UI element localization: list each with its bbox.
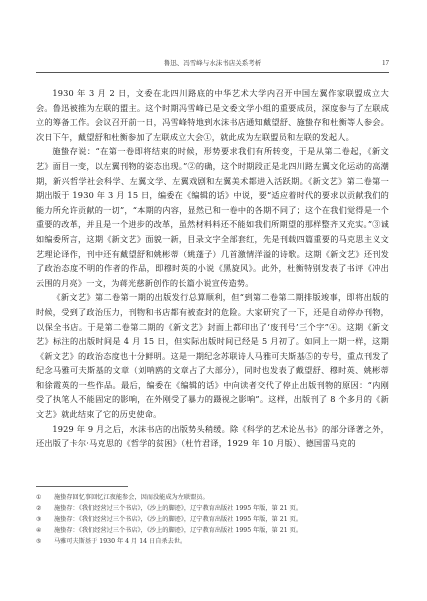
footnote-text: 施蛰存回忆事回忆江夜能参会，因而没能成为左联盟员。	[54, 494, 209, 501]
footnote-mark: ⑤	[36, 538, 42, 545]
footnote	[36, 514, 389, 525]
running-title: 鲁迅、冯雪峰与水沫书店关系考析	[163, 59, 262, 67]
footnote-text: 施蛰存：《我们经营过三个书店》，《沙上的脚迹》，辽宁教育出版社 1995 年版，第 21 页。	[54, 505, 303, 512]
paragraph: 1929 年 9 月之后，水沫书店的出版势头稍缓。除《科学的艺术论丛书》的部分译著之外，还出版了卡尔·马克思的《哲学的贫困》（杜竹君译，1929 年 10 月版）、德国雷马克的	[36, 423, 389, 449]
paragraph: 1930 年 3 月 2 日，文委在北四川路底的中华艺术大学内召开中国左翼作家联盟成立大会。鲁迅被推为左联的盟主。这个时期冯雪峰已是文委文学小组的重要成员，深度参与了左联成立的筹备工作。会议召开前一日，冯雪峰特地到水沫书店通知戴望舒、施蛰存和杜衡等人参会。次日下午，戴望舒和杜衡参加了左联成立大会①，就此成为左联盟员和左联的发起人。	[36, 88, 389, 142]
footnote-mark: ③	[36, 516, 42, 523]
paragraph: 《新文艺》第二卷第一期的出版发行总算顺利，但“到第二卷第二期排版竣事，即将出版的时候，受到了政治压力，刊物和书店都有被查封的危险。大家研究了一下，还是自动停办刊物，以保全书店。于是第二卷第二期的《新文艺》封面上都印出了‘废刊号’三个字”④。这期《新文艺》标注的出版时间是 4 月 15 日，但实际出版时间已经是 5 月初了。如同上一期一样，这期《新文艺》的政治态度也十分鲜明。这是一期纪念苏联诗人马雅可夫斯基⑤的专号，重点刊发了纪念马雅可夫斯基的文章（刘呐鸥的文章占了大部分），同时也发表了戴望舒、穆时英、姚彬蒂和徐霞英的一些作品。最后，编委在《编辑的话》中向读者交代了停止出版刊物的原因：“内刚受了执笔人不能固定的影响，在外刚受了暴力的蹑视之影响”。这样，出版刊了 8 个多月的《新文艺》就此结束了它的历史使命。	[36, 292, 389, 420]
footnote-mark: ②	[36, 505, 42, 512]
footnote	[36, 525, 389, 536]
footnote-text: 施蛰存：《我们经营过三个书店》，《沙上的脚迹》，辽宁教育出版社 1995 年版，第 21 页。	[54, 527, 303, 534]
footnote	[36, 503, 389, 514]
footnote-text: 施蛰存：《我们经营过三个书店》，《沙上的脚迹》，辽宁教育出版社 1995 年版，第 21 页。	[54, 516, 303, 523]
body-text	[36, 86, 389, 478]
footnotes	[36, 492, 389, 547]
footnote-mark: ①	[36, 494, 42, 501]
footnote	[36, 492, 389, 503]
running-header	[36, 58, 389, 73]
footnote-mark: ④	[36, 527, 42, 534]
paragraph: 施蛰存说：“在第一卷即将结束的时候，形势要求我们有所转变，于是从第二卷起，《新文艺》面目一变，以左翼刊物的姿态出现。”②的确，这个时期段正是北四川路左翼文化运动的高潮期，新兴哲学社会科学、左翼文学、左翼戏剧和左翼美术都进入活跃期。《新文艺》第二卷第一期出版于 1930 年 3 月 15 日，编委在《编辑的话》中说，要“适应着时代的要求以贡献我们的能力所允许贡献的一切”，“本期的内容，显然已和一卷中的各期不同了；这个在我们觉得是一个重要的改革，并且是一个进步的改革，虽然材料料还不能如我们所期望的那样整齐又充实。”③诚如编委所言，这期《新文艺》面貌一新，目录文字全部套红，先是刊载四篇重要的马克思主义文艺理论译作，刊中还有戴望舒和姚彬蒂（姚蓬子）几首激情洋溢的诗歌。这期《新文艺》还刊发了政治态度不明的作者的作品，即穆时英的小说《黑旋风》。此外，杜衡特别发表了书评《冲出云围的月亮》一文，为蒋光慈新创作的长篇小说宣传造势。	[36, 146, 389, 288]
footnote-text: 马雅可夫斯基于 1930 年 4 月 14 日自杀去世。	[54, 538, 187, 545]
page-number: 17	[382, 59, 389, 67]
footnote	[36, 536, 389, 547]
footnote-divider	[36, 486, 128, 487]
